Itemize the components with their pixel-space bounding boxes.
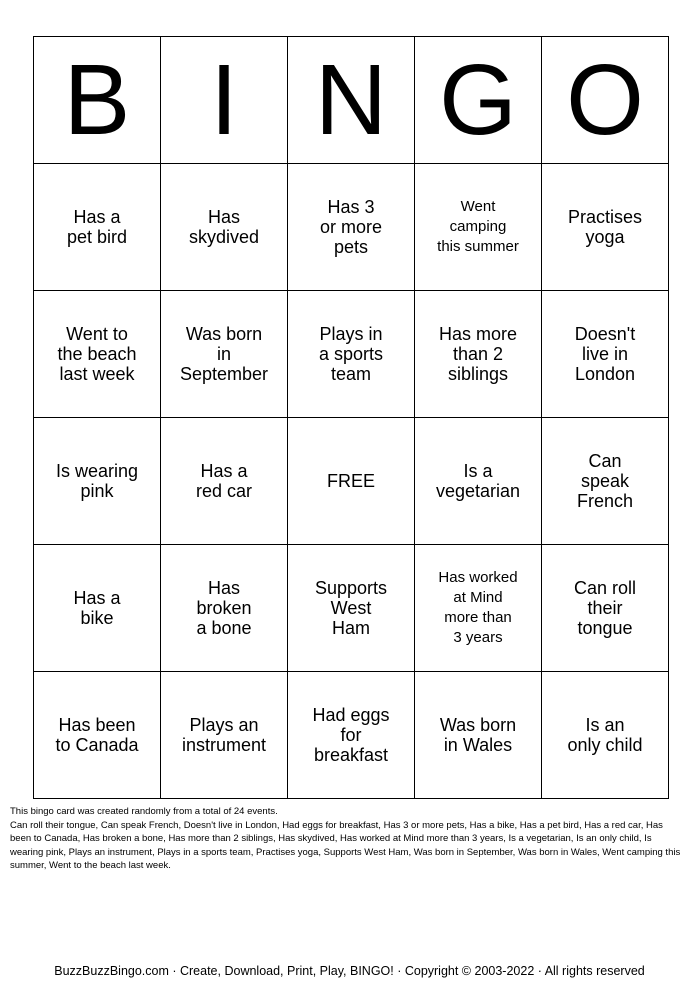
bingo-row — [34, 418, 669, 545]
cell-text: Went to the beach last week — [57, 324, 137, 384]
bingo-cell — [542, 545, 669, 672]
cell-text: Went camping this summer — [437, 198, 519, 255]
note-intro: This bingo card was created randomly from a total of 24 events. — [10, 806, 278, 817]
bingo-cell — [288, 164, 415, 291]
bingo-cell — [34, 164, 161, 291]
bingo-cell — [542, 291, 669, 418]
bingo-cell — [542, 164, 669, 291]
note-event-list: Can roll their tongue, Can speak French, Doesn't live in London, Had eggs for breakfast, Has 3 or more pets, Has a bike, Has a pet bird, Has a red car, Has been to Canada, Has broken a bone, Has more than 2 siblings, Has skydived, Has worked at Mind more than 3 years, Is a vegetarian, Is an only child, Is wearing pink, Plays an instrument, Plays in a sports team, Practises yoga, Supports West Ham, Was born in September, Was born in Wales, Went camping this summer, Went to the beach last week. — [10, 819, 681, 871]
bingo-row — [34, 545, 669, 672]
bingo-cell — [34, 291, 161, 418]
cell-text: Supports West Ham — [314, 578, 388, 638]
cell-text: Has skydived — [188, 207, 260, 247]
bingo-cell — [415, 418, 542, 545]
bingo-cell — [542, 418, 669, 545]
cell-text: Is an only child — [567, 715, 643, 755]
header-letter-o: O — [542, 37, 669, 164]
bingo-row — [34, 164, 669, 291]
cell-text: Has more than 2 siblings — [438, 324, 518, 384]
bingo-cell — [161, 672, 288, 799]
cell-text: Is wearing pink — [55, 461, 139, 501]
bingo-cell — [161, 545, 288, 672]
bingo-cell — [415, 291, 542, 418]
cell-text: Plays in a sports team — [318, 324, 384, 384]
header-letter-n: N — [288, 37, 415, 164]
header-letter-b: B — [34, 37, 161, 164]
cell-text: Has been to Canada — [55, 715, 139, 755]
bingo-row — [34, 291, 669, 418]
cell-text: Has a pet bird — [66, 207, 128, 247]
cell-text: Doesn't live in London — [574, 324, 636, 384]
cell-text: Has a bike — [73, 588, 121, 628]
bingo-cell — [161, 418, 288, 545]
bingo-cell — [415, 545, 542, 672]
cell-text: Practises yoga — [567, 207, 643, 247]
page-footer: BuzzBuzzBingo.com · Create, Download, Print, Play, BINGO! · Copyright © 2003-2022 · All rights reserved — [54, 964, 645, 978]
header-letter-i: I — [161, 37, 288, 164]
bingo-cell — [288, 672, 415, 799]
cell-text: Has worked at Mind more than 3 years — [438, 569, 518, 646]
bingo-card — [33, 36, 669, 799]
cell-text: Can roll their tongue — [573, 578, 637, 638]
cell-text: Has a red car — [195, 461, 253, 501]
cell-text: Has broken a bone — [196, 578, 252, 638]
cell-text: Is a vegetarian — [435, 461, 521, 501]
bingo-cell — [161, 164, 288, 291]
bingo-cell — [161, 291, 288, 418]
cell-text: Had eggs for breakfast — [312, 705, 390, 765]
bingo-cell — [34, 418, 161, 545]
cell-text: Plays an instrument — [181, 715, 267, 755]
bingo-cell — [34, 545, 161, 672]
free-space-text: FREE — [326, 471, 375, 491]
bingo-cell — [415, 164, 542, 291]
bingo-cell — [542, 672, 669, 799]
bingo-row — [34, 672, 669, 799]
bingo-cell — [34, 672, 161, 799]
cell-text: Has 3 or more pets — [319, 197, 382, 257]
bingo-header-row — [34, 37, 669, 164]
header-letter-g: G — [415, 37, 542, 164]
free-space-cell — [288, 418, 415, 545]
cell-text: Can speak French — [576, 451, 634, 511]
cell-text: Was born in Wales — [439, 715, 517, 755]
bingo-cell — [288, 545, 415, 672]
bingo-cell — [415, 672, 542, 799]
cell-text: Was born in September — [179, 324, 269, 384]
bingo-cell — [288, 291, 415, 418]
card-generation-note — [10, 805, 685, 873]
